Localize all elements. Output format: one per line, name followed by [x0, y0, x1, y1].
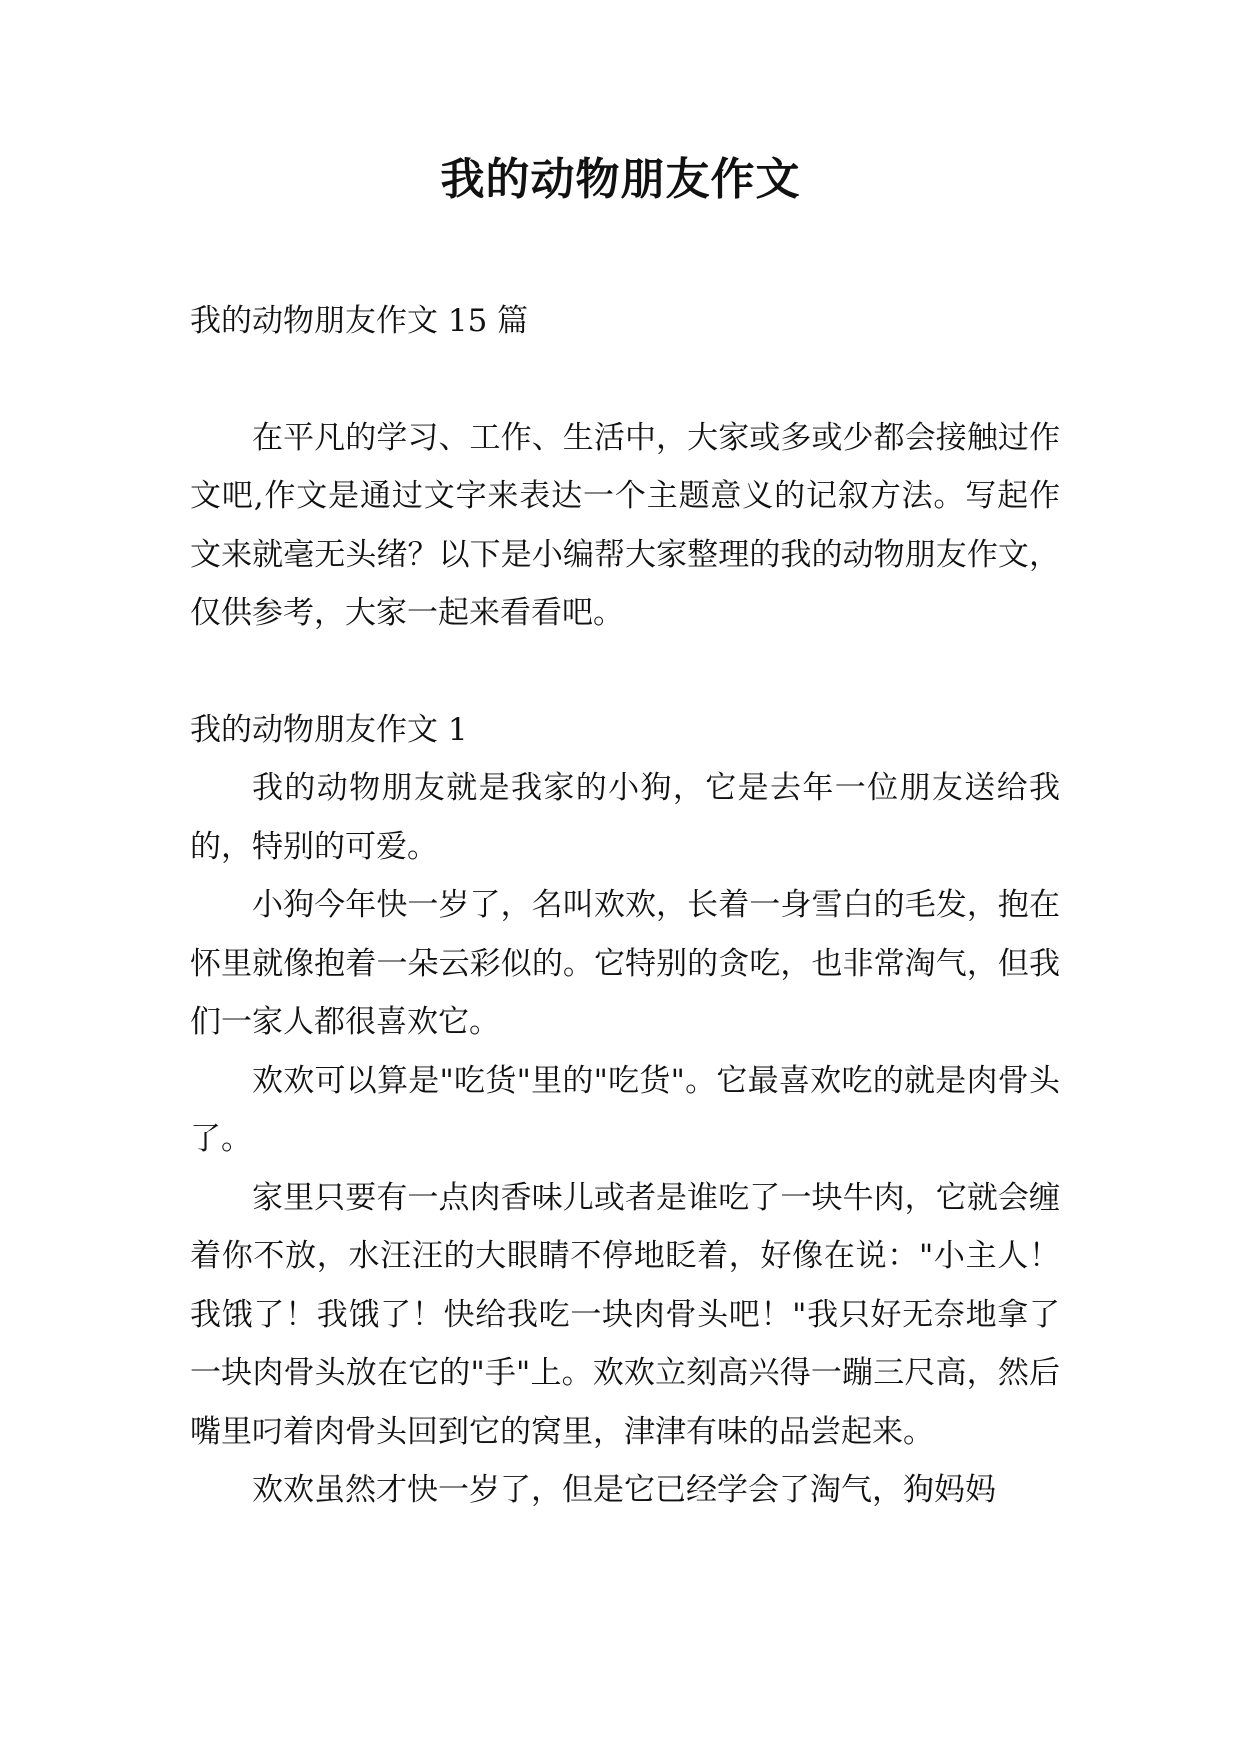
body-paragraph: 我的动物朋友就是我家的小狗，它是去年一位朋友送给我的，特别的可爱。	[190, 770, 1060, 865]
document-body	[190, 292, 1060, 1520]
document-subtitle: 我的动物朋友作文 15 篇	[190, 303, 529, 339]
section-heading: 我的动物朋友作文 1	[190, 711, 468, 748]
body-paragraph: 欢欢虽然才快一岁了，但是它已经学会了淘气，狗妈妈	[252, 1472, 996, 1508]
body-paragraph: 家里只要有一点肉香味儿或者是谁吃了一块牛肉，它就会缠着你不放，水汪汪的大眼睛不停地眨着，好像在说："小主人！我饿了！我饿了！快给我吃一块肉骨头吧！"我只好无奈地拿了一块肉骨头放在它的"手"上。欢欢立刻高兴得一蹦三尺高，然后嘴里叼着肉骨头回到它的窝里，津津有味的品尝起来。	[190, 1179, 1060, 1450]
intro-paragraph: 在平凡的学习、工作、生活中，大家或多或少都会接触过作文吧,作文是通过文字来表达一个主题意义的记叙方法。写起作文来就毫无头绪？以下是小编帮大家整理的我的动物朋友作文，仅供参考，大家一起来看看吧。	[190, 419, 1060, 631]
document-title: 我的动物朋友作文	[440, 154, 801, 205]
body-paragraph: 小狗今年快一岁了，名叫欢欢，长着一身雪白的毛发，抱在怀里就像抱着一朵云彩似的。它特别的贪吃，也非常淘气，但我们一家人都很喜欢它。	[190, 887, 1060, 1040]
body-paragraph: 欢欢可以算是"吃货"里的"吃货"。它最喜欢吃的就是肉骨头了。	[190, 1062, 1060, 1157]
